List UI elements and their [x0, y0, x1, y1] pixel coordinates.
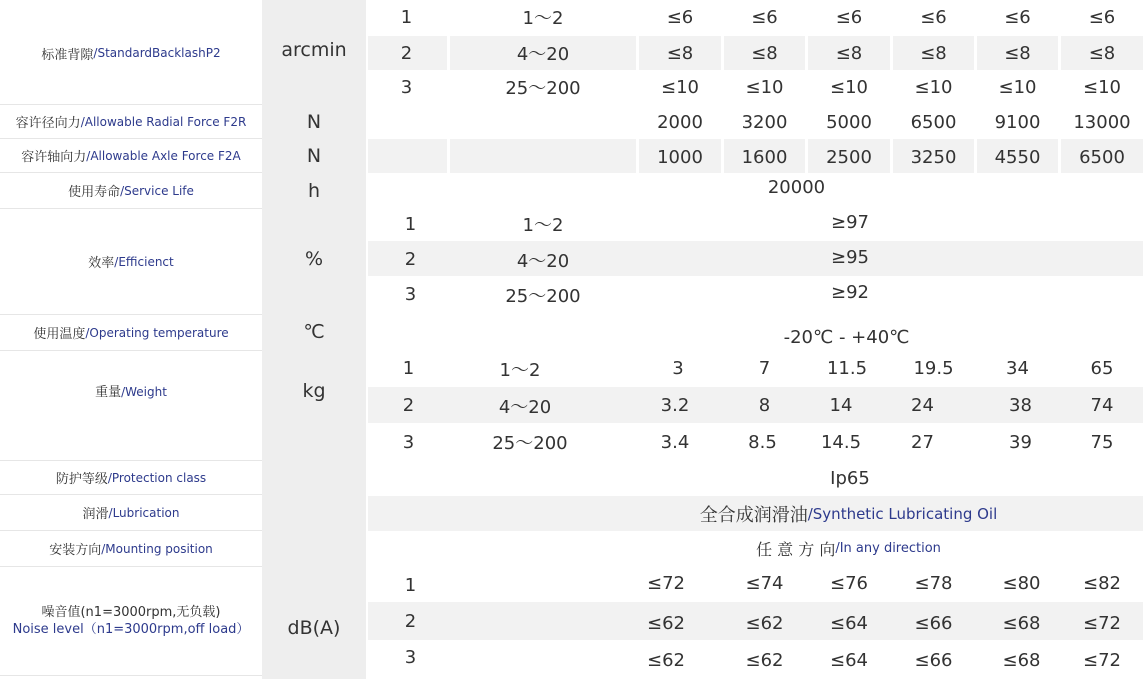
backlash-value: ≤6: [920, 6, 947, 28]
mounting-label: 安装方向 /Mounting position: [49, 541, 213, 558]
weight-value: 14.5: [820, 431, 862, 453]
temperature-unit: ℃: [303, 321, 325, 343]
noise-value: ≤82: [1083, 572, 1121, 594]
radial-force-value: 3200: [741, 111, 788, 133]
weight-value: 11.5: [826, 358, 868, 379]
ratio-value: 1～2: [499, 359, 541, 381]
noise-label: 噪音值(n1=3000rpm,无负载) Noise level（n1=3000rpm,off load）: [12, 605, 250, 637]
noise-value: ≤64: [830, 612, 868, 634]
stage-number: 1: [402, 358, 415, 379]
backlash-value: ≤6: [751, 6, 778, 28]
noise-value: ≤64: [830, 649, 868, 671]
weight-value: 38: [1009, 395, 1032, 416]
weight-value: 74: [1090, 395, 1114, 416]
axle-force-value: 4550: [994, 146, 1041, 168]
service-life-value: 20000: [767, 176, 826, 198]
noise-value: ≤62: [647, 649, 685, 671]
stage-number: 2: [402, 395, 415, 416]
backlash-value: ≤8: [920, 42, 947, 64]
radial-force-value: 5000: [826, 111, 872, 133]
protection-label: 防护等级 /Protection class: [55, 470, 207, 487]
noise-value: ≤72: [1083, 649, 1121, 671]
stage-number: 3: [402, 431, 415, 453]
stage-number: 1: [404, 574, 417, 596]
noise-value: ≤74: [745, 572, 784, 594]
noise-value: ≤66: [914, 612, 953, 634]
ratio-value: 1～2: [522, 215, 564, 236]
backlash-value: ≤6: [1004, 6, 1031, 28]
radial-force-value: 9100: [994, 111, 1041, 133]
weight-value: 65: [1090, 358, 1114, 379]
backlash-value: ≤6: [666, 6, 694, 28]
backlash-value: ≤10: [745, 76, 784, 98]
axle-force-value: 6500: [1079, 146, 1125, 168]
noise-unit: dB(A): [287, 617, 341, 639]
efficiency-value: ≥97: [831, 211, 869, 233]
weight-value: 39: [1009, 431, 1032, 453]
backlash-value: ≤10: [830, 76, 868, 98]
efficiency-value: ≥95: [831, 247, 869, 268]
temperature-value: -20℃ - +40℃: [783, 326, 910, 348]
ratio-value: 4～20: [516, 250, 570, 272]
stage-number: 3: [404, 284, 417, 305]
axle-force-value: 1600: [741, 146, 788, 168]
weight-value: 3: [672, 358, 684, 379]
temperature-label: 使用温度 /Operating temperature: [33, 325, 229, 342]
radial-force-value: 2000: [657, 111, 703, 133]
noise-value: ≤62: [745, 612, 784, 634]
ratio-value: 25～200: [505, 285, 581, 307]
backlash-value: ≤10: [1083, 76, 1121, 98]
stage-number: 2: [400, 42, 413, 64]
backlash-value: ≤8: [1088, 42, 1116, 64]
weight-value: 8.5: [748, 431, 777, 453]
noise-value: ≤68: [1002, 649, 1041, 671]
noise-value: ≤62: [745, 649, 784, 671]
backlash-value: ≤8: [1004, 42, 1031, 64]
axle-force-value: 3250: [910, 146, 957, 168]
ratio-value: 1～2: [522, 8, 564, 29]
noise-value: ≤72: [647, 572, 685, 594]
weight-label: 重量/Weight: [95, 385, 167, 400]
backlash-value: ≤6: [835, 6, 863, 28]
weight-value: 24: [911, 395, 934, 416]
stage-number: 1: [404, 213, 417, 235]
weight-value: 27: [911, 431, 934, 453]
weight-value: 19.5: [913, 358, 954, 379]
radial-force-value: 13000: [1073, 111, 1131, 133]
ratio-value: 25～200: [505, 78, 581, 99]
ratio-value: 4～20: [516, 44, 570, 65]
stage-number: 1: [400, 6, 413, 28]
efficiency-unit: %: [304, 248, 324, 270]
weight-unit: kg: [302, 380, 326, 402]
backlash-value: ≤10: [661, 76, 699, 98]
backlash-label: 标准背隙 /StandardBacklashP2: [41, 46, 221, 63]
service-life-unit: h: [307, 180, 321, 202]
weight-value: 3.4: [660, 431, 690, 453]
axle-force-unit: N: [306, 145, 322, 167]
axle-force-label: 容许轴向力 /Allowable Axle Force F2A: [21, 148, 241, 165]
noise-value: ≤78: [914, 572, 953, 594]
lubrication-value: 全合成润滑油 /Synthetic Lubricating Oil: [699, 504, 998, 526]
radial-force-label: 容许径向力 /Allowable Radial Force F2R: [15, 114, 247, 131]
weight-value: 8: [758, 395, 771, 416]
backlash-value: ≤10: [998, 76, 1037, 98]
lubrication-label: 润滑 /Lubrication: [82, 505, 180, 522]
noise-value: ≤76: [830, 572, 868, 594]
protection-value: Ip65: [830, 468, 870, 489]
weight-value: 14: [829, 395, 853, 416]
efficiency-label: 效率 /Efficienct: [88, 254, 174, 271]
stage-number: 2: [404, 610, 417, 632]
stage-number: 2: [404, 249, 417, 270]
weight-value: 34: [1006, 358, 1029, 379]
backlash-value: ≤8: [751, 42, 778, 64]
efficiency-value: ≥92: [831, 282, 869, 303]
radial-force-unit: N: [306, 110, 322, 133]
noise-value: ≤80: [1002, 572, 1041, 594]
weight-value: 3.2: [660, 395, 690, 416]
weight-value: 75: [1090, 431, 1114, 453]
backlash-value: ≤8: [835, 42, 863, 64]
radial-force-value: 6500: [910, 111, 957, 133]
col-sep: [447, 139, 450, 173]
noise-value: ≤66: [914, 649, 953, 671]
ratio-value: 4～20: [498, 396, 552, 418]
backlash-value: ≤10: [914, 76, 953, 98]
noise-value: ≤72: [1083, 612, 1121, 634]
backlash-value: ≤6: [1088, 6, 1116, 28]
noise-value: ≤68: [1002, 612, 1041, 634]
axle-force-value: 1000: [657, 146, 703, 168]
stage-number: 3: [400, 76, 413, 98]
row-divider: [0, 675, 262, 676]
backlash-value: ≤8: [666, 42, 694, 64]
ratio-value: 25～200: [492, 433, 568, 454]
axle-force-value: 2500: [826, 146, 872, 168]
backlash-unit: arcmin: [281, 39, 347, 61]
weight-value: 7: [758, 358, 771, 379]
mounting-value: 任 意 方 向 /In any direction: [756, 540, 941, 559]
noise-value: ≤62: [647, 612, 685, 634]
service-life-label: 使用寿命 /Service Life: [68, 183, 194, 200]
stage-number: 3: [404, 647, 417, 668]
